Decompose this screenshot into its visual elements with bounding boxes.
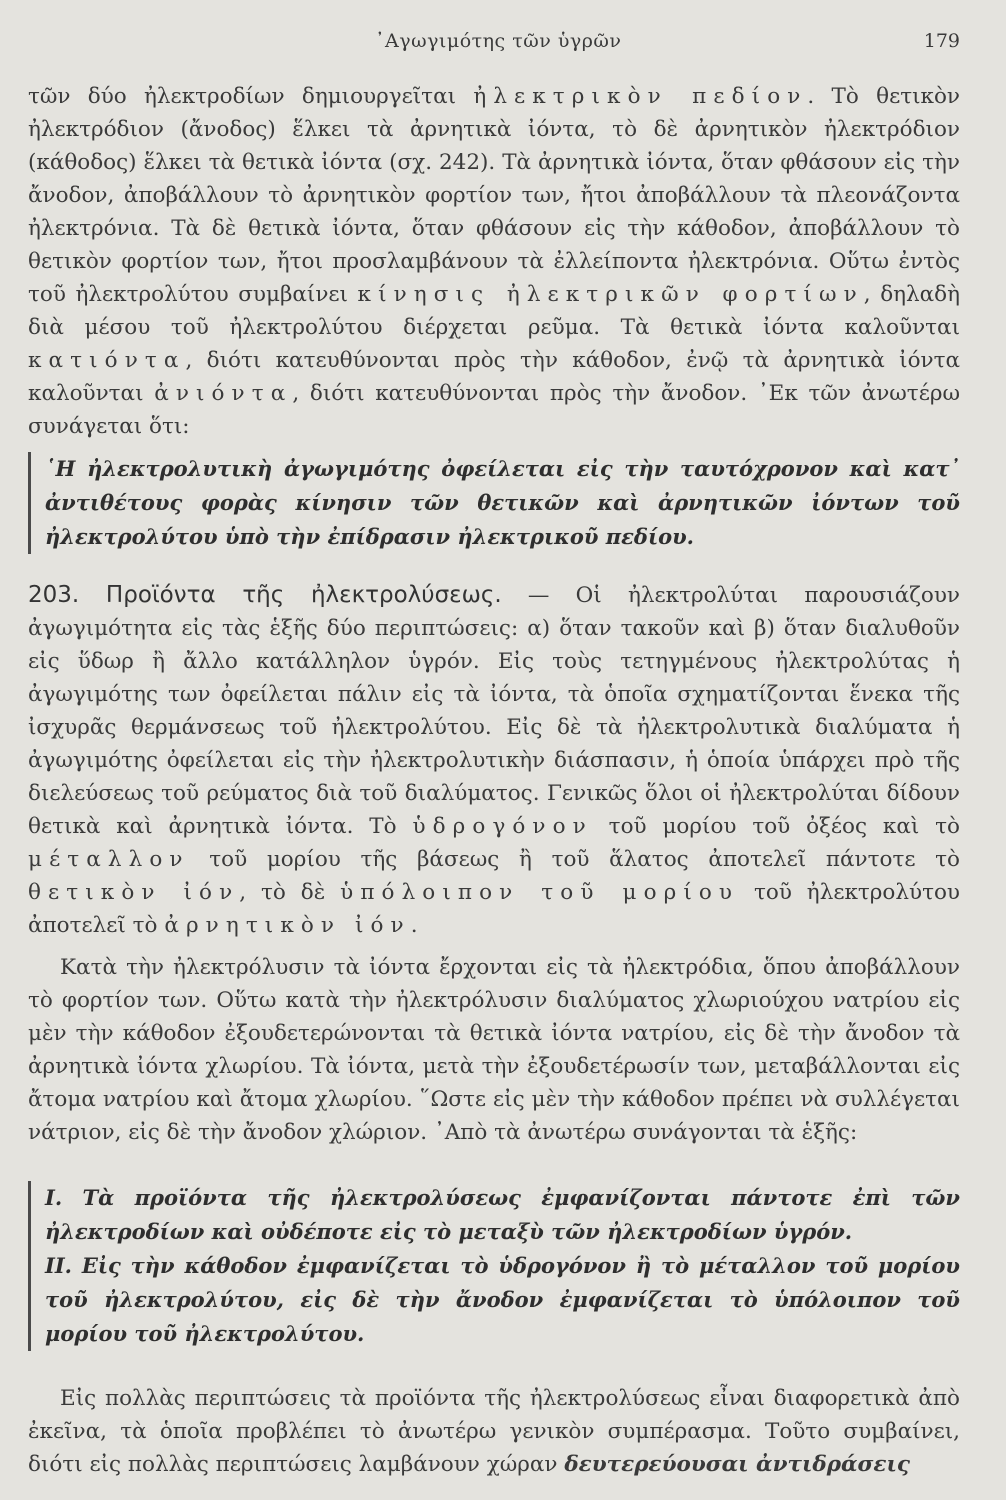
text-run: , διότι κατευθύνονται πρὸς τὴν ἄνοδον. ᾿Εκ τῶν ἀνωτέρω συνάγεται ὅτι: bbox=[28, 381, 960, 439]
text-run: , δηλαδὴ διὰ μέσου τοῦ ἠλεκτρολύτου διέρχεται ρεῦμα. Τὰ θετικὰ ἰόντα καλοῦνται bbox=[28, 282, 960, 340]
text-run: , τὸ δὲ bbox=[239, 880, 341, 905]
text-run: , διότι κατευθύνονται πρὸς τὴν κάθοδον, ἐνῷ τὰ ἀρνητικὰ ἰόντα καλοῦνται bbox=[28, 348, 960, 406]
paragraph-secondary-reactions bbox=[28, 1382, 960, 1481]
spaced-term-anions: ἀνιόντα bbox=[154, 381, 293, 406]
spaced-term-electric-field: ἠλεκτρικὸν πεδίον bbox=[473, 84, 808, 109]
spaced-term-charge-motion: κίνησις ἠλεκτρικῶν φορτίων bbox=[357, 282, 864, 307]
text-run: τῶν δύο ἠλεκτροδίων δημιουργεῖται bbox=[28, 84, 474, 109]
paragraph-text: Κατὰ τὴν ἠλεκτρόλυσιν τὰ ἰόντα ἔρχονται εἰς τὰ ἠλεκτρόδια, ὅπου ἀποβάλλουν τὸ φορτίον των. Οὕτω κατὰ τὴν ἠλεκτρόλυσιν διαλύματος χλωριούχου νατρίου εἰς μὲν τὴν κάθοδον ἐξουδετερώνονται τὰ θετικὰ ἰόντα νατρίου, εἰς δὲ τὴν ἄνοδον τὰ ἀρνητικὰ ἰόντα χλωρίου. Τὰ ἰόντα, μετὰ τὴν ἐξουδετέρωσίν των, μεταβάλλονται εἰς ἄτομα νατρίου καὶ ἄτομα χλωρίου. ῞Ωστε εἰς μὲν τὴν κάθοδον πρέπει νὰ συλλέγεται νάτριον, εἰς δὲ τὴν ἄνοδον χλώριον. ᾿Απὸ τὰ ἀνωτέρω συνάγονται τὰ ἑξῆς: bbox=[28, 955, 960, 1145]
spaced-term-remainder: ὑπόλοιπον τοῦ μορίου bbox=[340, 880, 740, 905]
page-number: 179 bbox=[923, 30, 960, 52]
text-run: τοῦ ἠλεκτρολύτου ἀποτελεῖ τὸ bbox=[28, 880, 960, 938]
section-203 bbox=[28, 579, 960, 942]
spaced-term-metal: μέταλλον bbox=[28, 847, 190, 872]
running-title: ᾿Αγωγιμότης τῶν ὑγρῶν bbox=[375, 30, 622, 52]
spaced-term-hydrogen: ὑδρογόνον bbox=[412, 814, 593, 839]
rule-item-2: II. Εἰς τὴν κάθοδον ἐμφανίζεται τὸ ὑδρογόνον ἢ τὸ μέταλλον τοῦ μορίου τοῦ ἠλεκτρολύτου, εἰς δὲ τὴν ἄνοδον ἐμφανίζεται τὸ ὑπόλοιπον τοῦ μορίου τοῦ ἠλεκτρολύτου. bbox=[45, 1253, 960, 1346]
section-heading: 203. Προϊόντα τῆς ἠλεκτρολύσεως. bbox=[28, 582, 502, 608]
text-run: . Τὸ θετικὸν ἠλεκτρόδιον (ἄνοδος) ἕλκει τὰ ἀρνητικὰ ἰόντα, τὸ δὲ ἀρνητικὸν ἠλεκτρόδιον (κάθοδος) ἕλκει τὰ θετικὰ ἰόντα (σχ. 242). Τὰ ἀρνητικὰ ἰόντα, ὅταν φθάσουν εἰς τὴν ἄνοδον, ἀποβάλλουν τὸ ἀρνητικὸν φορτίον των, ἤτοι ἀποβάλλουν τὰ πλεονάζοντα ἠλεκτρόνια. Τὰ δὲ θετικὰ ἰόντα, ὅταν φθάσουν εἰς τὴν κάθοδον, ἀποβάλλουν τὸ θετικὸν φορτίον των, ἤτοι προσλαμβάνουν τὰ ἐλλείποντα ἠλεκτρόνια. Οὕτω ἐντὸς τοῦ ἠλεκτρολύτου συμβαίνει bbox=[28, 84, 960, 307]
rules-electrolysis-products bbox=[28, 1181, 960, 1351]
spaced-term-positive-ion: θετικὸν ἰόν bbox=[28, 880, 240, 905]
paragraph-electrolysis-products bbox=[28, 951, 960, 1149]
text-run: τοῦ μορίου τοῦ ὀξέος καὶ τὸ bbox=[592, 814, 960, 839]
text-run: Εἰς πολλὰς περιπτώσεις τὰ προϊόντα τῆς ἠλεκτρολύσεως εἶναι διαφορετικὰ ἀπὸ ἐκεῖνα, τὰ ὁποῖα προβλέπει τὸ ἀνωτέρω γενικὸν συμπέρασμα. Τοῦτο συμβαίνει, διότι εἰς πολλὰς περιπτώσεις λαμβάνουν χώραν bbox=[28, 1386, 960, 1477]
text-run: τοῦ μορίου τῆς βάσεως ἢ τοῦ ἅλατος ἀποτελεῖ πάντοτε τὸ bbox=[189, 847, 960, 872]
rule-text: ῾Η ἠλεκτρολυτικὴ ἀγωγιμότης ὀφείλεται εἰς τὴν ταυτόχρονον καὶ κατ᾿ ἀντιθέτους φορὰς κίνησιν τῶν θετικῶν καὶ ἀρνητικῶν ἰόντων τοῦ ἠλεκτρολύτου ὑπὸ τὴν ἐπίδρασιν ἠλεκτρικοῦ πεδίου. bbox=[45, 456, 960, 549]
rule-electrolytic-conductivity bbox=[28, 452, 960, 554]
rule-item-1: I. Τὰ προϊόντα τῆς ἠλεκτρολύσεως ἐμφανίζονται πάντοτε ἐπὶ τῶν ἠλεκτροδίων καὶ οὐδέποτε εἰς τὸ μεταξὺ τῶν ἠλεκτροδίων ὑγρόν. bbox=[45, 1185, 960, 1244]
bold-term-secondary-reactions: δευτερεύουσαι ἀντιδράσεις bbox=[564, 1452, 910, 1477]
spaced-term-negative-ion: ἀρνητικὸν ἰόν bbox=[164, 913, 411, 938]
text-run: — Οἱ ἠλεκτρολύται παρουσιάζουν ἀγωγιμότητα εἰς τὰς ἑξῆς δύο περιπτώσεις: α) ὅταν τακοῦν καὶ β) ὅταν διαλυθοῦν εἰς ὕδωρ ἢ ἄλλο κατάλληλον ὑγρόν. Εἰς τοὺς τετηγμένους ἠλεκτρολύτας ἡ ἀγωγιμότης των ὀφείλεται πάλιν εἰς τὰ ἰόντα, τὰ ὁποῖα σχηματίζονται ἕνεκα τῆς ἰσχυρᾶς θερμάνσεως τοῦ ἠλεκτρολύτου. Εἰς δὲ τὰ ἠλεκτρολυτικὰ διαλύματα ἡ ἀγωγιμότης ὀφείλεται εἰς τὴν ἠλεκτρολυτικὴν διάσπασιν, ἡ ὁποία ὑπάρχει πρὸ τῆς διελεύσεως τοῦ ρεύματος διὰ τοῦ διαλύματος. Γενικῶς ὅλοι οἱ ἠλεκτρολύται δίδουν θετικὰ καὶ ἀρνητικὰ ἰόντα. Τὸ bbox=[28, 583, 960, 839]
page-header bbox=[30, 30, 960, 60]
text-run: . bbox=[410, 913, 418, 938]
spaced-term-cations: κατιόντα bbox=[28, 348, 186, 373]
paragraph-ions-movement bbox=[28, 80, 960, 443]
